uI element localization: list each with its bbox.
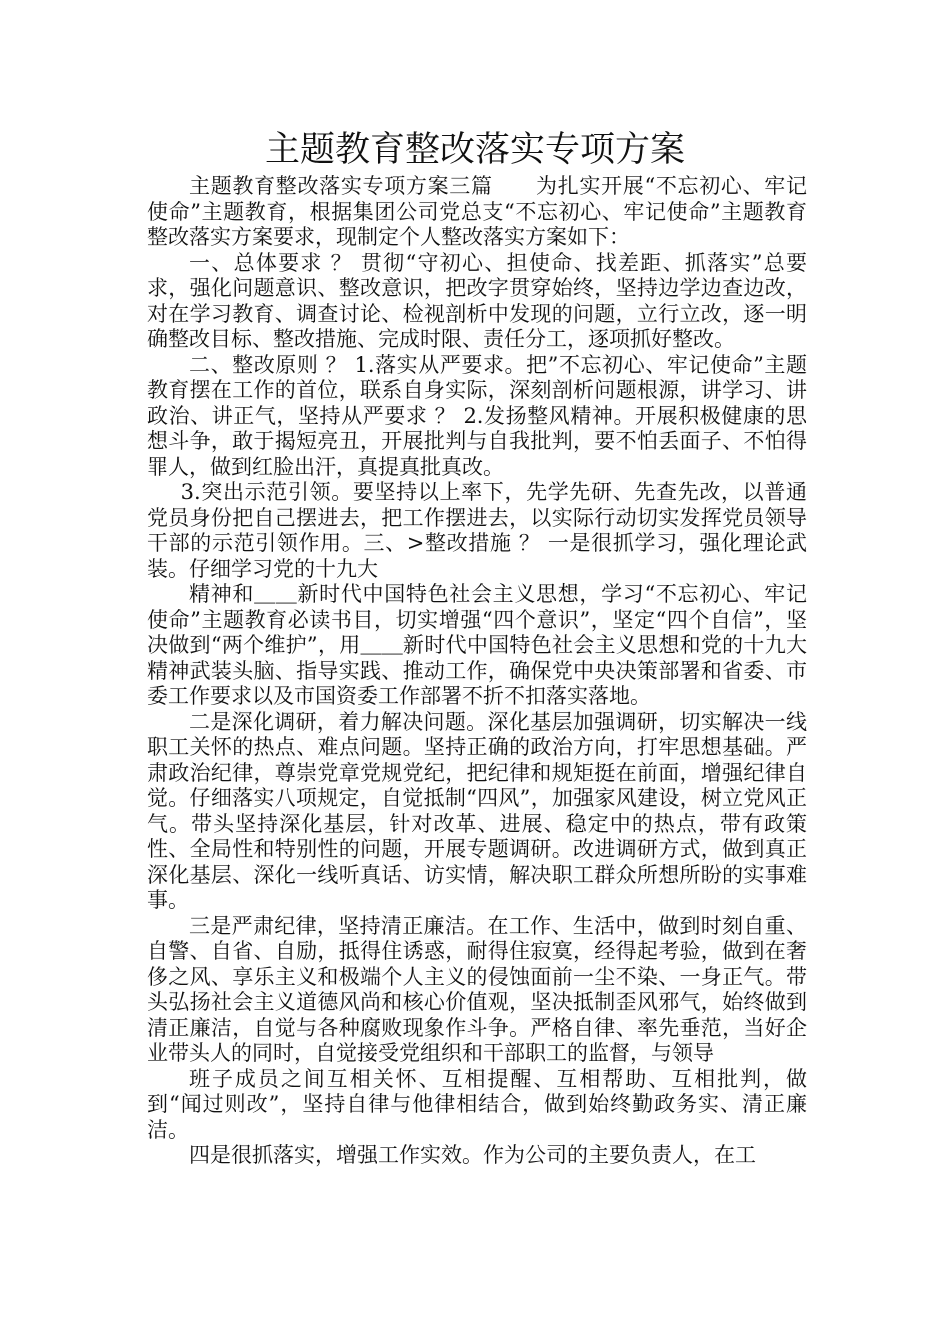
paragraph-discipline: 三是严肃纪律，坚持清正廉洁。在工作、生活中，做到时刻自重、自警、自省、自励，抵得住诱惑，耐得住寂寞，经得起考验，做到在奢侈之风、享乐主义和极端个人主义的侵蚀面前一尘不染、一身正气。带头弘扬社会主义道德风尚和核心价值观，坚决抵制歪风邪气，始终做到清正廉洁，自觉与各种腐败现象作斗争。严格自律、率先垂范，当好企业带头人的同时，自觉接受党组织和干部职工的监督，与领导 — [147, 913, 807, 1065]
paragraph-team-members: 班子成员之间互相关怀、互相提醒、互相帮助、互相批判，做到“闻过则改”，坚持自律与他律相结合，做到始终勤政务实、清正廉洁。 — [147, 1066, 807, 1142]
paragraph-intro: 主题教育整改落实专项方案三篇 为扎实开展“不忘初心、牢记使命”主题教育，根据集团公司党总支“不忘初心、牢记使命”主题教育整改落实方案要求，现制定个人整改落实方案如下： — [147, 174, 807, 249]
paragraph-research: 二是深化调研，着力解决问题。深化基层加强调研，切实解决一线职工关怀的热点、难点问题。坚持正确的政治方向，打牢思想基础。严肃政治纪律，尊崇党章党规党纪，把纪律和规矩挺在前面，增强纪律自觉。仔细落实八项规定，自觉抵制“四风”，加强家风建设，树立党风正气。带头坚持深化基层，针对改革、进展、稳定中的热点，带有政策性、全局性和特别性的问题，开展专题调研。改进调研方式，做到真正深化基层、深化一线听真话、访实情，解决职工群众所想所盼的实事难事。 — [147, 709, 807, 912]
paragraph-leading-example: 3.突出示范引领。要坚持以上率下，先学先研、先查先改，以普通党员身份把自己摆进去，把工作摆进去，以实际行动切实发挥党员领导干部的示范引领作用。三、>整改措施 ？ 一是很抓学习，强化理论武装。仔细学习党的十九大 — [147, 480, 807, 581]
paragraph-spirit-study: 精神和＿＿新时代中国特色社会主义思想，学习“不忘初心、牢记使命”主题教育必读书目，切实增强“四个意识”，坚定“四个自信”，坚决做到“两个维护”，用＿＿新时代中国特色社会主义思想和党的十九大精神武装头脑、指导实践、推动工作，确保党中央决策部署和省委、市委工作要求以及市国资委工作部署不折不扣落实落地。 — [147, 582, 807, 708]
document-title: 主题教育整改落实专项方案 — [264, 130, 685, 170]
paragraph-principles: 二、整改原则 ？ 1.落实从严要求。把”不忘初心、牢记使命”主题教育摆在工作的首位，联系自身实际，深刻剖析问题根源，讲学习、讲政治、讲正气，坚持从严要求 ？ 2.发扬整风精神。开展积极健康的思想斗争，敢于揭短亮丑，开展批判与自我批判，要不怕丢面子、不怕得罪人，做到红脸出汗，真提真批真改。 — [147, 352, 807, 479]
paragraph-implementation: 四是很抓落实，增强工作实效。作为公司的主要负责人，在工 — [189, 1143, 756, 1167]
document-body — [147, 174, 807, 1169]
paragraph-general-requirements: 一、总体要求 ？ 贯彻“守初心、担使命、找差距、抓落实”总要求，强化问题意识、整改意识，把改字贯穿始终，坚持边学边查边改，对在学习教育、调查讨论、检视剖析中发现的问题，立行立改，逐一明确整改目标、整改措施、完成时限、责任分工，逐项抓好整改。 — [147, 250, 807, 351]
